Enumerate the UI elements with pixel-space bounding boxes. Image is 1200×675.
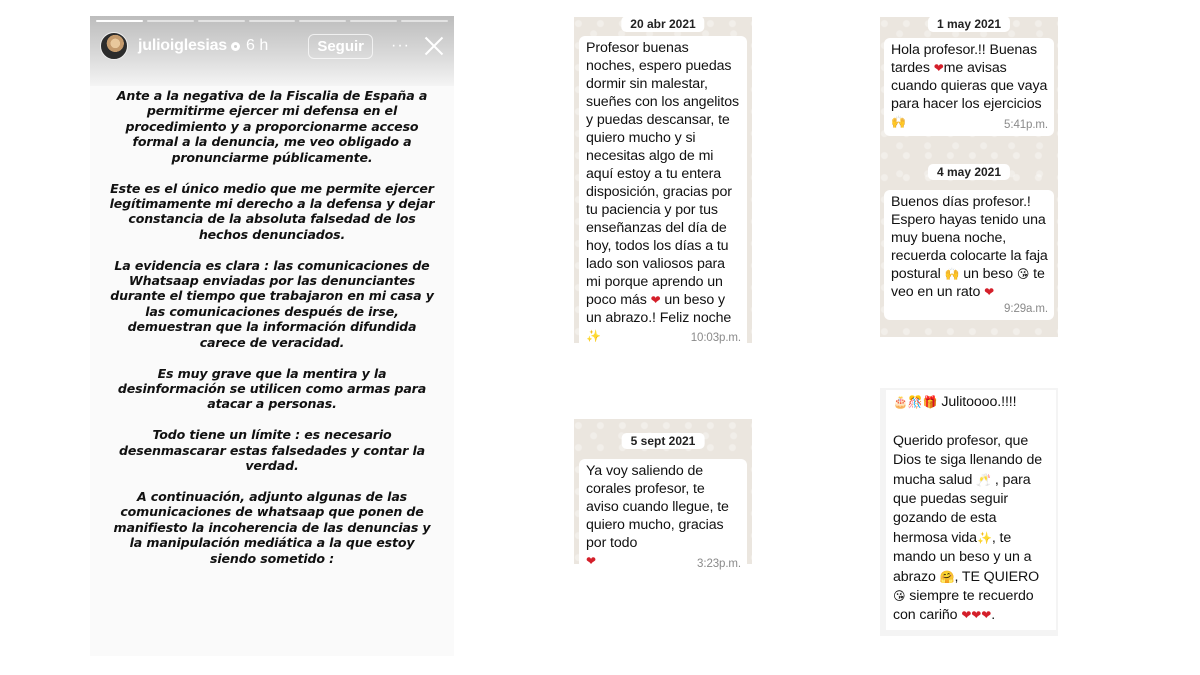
follow-button[interactable]: Seguir (308, 34, 373, 59)
statement-paragraph: Todo tiene un límite : es necesario desenmascarar estas falsedades y contar la verdad. (119, 427, 425, 474)
message-text: . (991, 607, 996, 624)
whatsapp-screenshot-4 (880, 388, 1058, 636)
date-chip: 20 abr 2021 (621, 16, 704, 32)
message-text: Hola profesor.!! Buenas tardes (891, 42, 1037, 76)
progress-segment (350, 20, 397, 22)
message-text: Buenos días profesor.! Espero hayas tenido una muy buena noche, recuerda colocarte la faja postural (891, 194, 1048, 282)
raised-hands-emoji-icon: 🙌 (944, 267, 960, 281)
message-text: Julitoooo.!!!! (937, 394, 1017, 410)
message-text: me avisas cuando quieras que vaya para hacer los ejercicios (891, 60, 1048, 112)
message-text: , para que puedas seguir gozando de esta hermosa vida (893, 471, 1031, 546)
message-text: siempre te recuerdo con cariño (893, 588, 1034, 624)
message-text: , te mando un beso y un a abrazo (893, 529, 1032, 585)
heart-emoji-icon: ❤ (933, 61, 944, 75)
avatar[interactable] (100, 32, 128, 60)
hearts-emoji-icon: ❤❤❤ (961, 608, 992, 623)
progress-segment (147, 20, 194, 22)
message-text: Querido profesor, que Dios te siga llenando de mucha salud (893, 432, 1043, 488)
heart-emoji-icon: ❤ (650, 293, 661, 307)
kiss-face-emoji-icon: 😘 (1016, 267, 1030, 281)
verified-badge-icon (231, 42, 240, 51)
story-statement-text (108, 88, 436, 582)
statement-paragraph: A continuación, adjunto algunas de las comunicaciones de whatsaap que ponen de manifiesto la incoherencia de las denuncias y la manipulación mediática a la que estoy siendo sometido : (113, 489, 431, 566)
message-bubble (884, 38, 1054, 136)
whatsapp-screenshot-2 (880, 17, 1058, 337)
progress-segment (401, 20, 448, 22)
date-chip: 1 may 2021 (928, 16, 1010, 32)
progress-segment (299, 20, 346, 22)
story-header-gradient (90, 16, 454, 86)
sparkles-emoji-icon: ✨ (586, 329, 601, 343)
date-chip: 5 sept 2021 (622, 433, 705, 449)
message-bubble (579, 459, 747, 575)
statement-paragraph: Es muy grave que la mentira y la desinformación se utilicen como armas para atacar a personas. (117, 365, 427, 412)
date-chip: 4 may 2021 (928, 164, 1010, 180)
more-options-icon[interactable]: ··· (391, 37, 410, 54)
message-timestamp: 3:23p.m. (697, 558, 741, 570)
whatsapp-screenshot-3 (574, 419, 752, 570)
story-header (100, 30, 444, 62)
sparkles-emoji-icon: ✨ (976, 530, 992, 545)
statement-paragraph: Ante a la negativa de la Fiscalia de España a permitirme ejercer mi defensa en el procedimiento y a proporcionarme acceso formal a la denuncia, me veo obligado a pronunciarme públicamente. (116, 88, 428, 165)
message-bubble (884, 190, 1054, 320)
username-link[interactable]: julioiglesias (138, 37, 227, 54)
message-text: Profesor buenas noches, espero puedas dormir sin malestar, sueñes con los angelitos y puedas descansar, te quiero mucho y si necesitas algo de mi aquí estoy a tu entera disposición, gracias por tu paciencia y por tus enseñanzas del día de hoy, todos los días a tu lado son valiosos para mi porque aprendo un poco más (586, 40, 739, 308)
message-timestamp: 10:03p.m. (690, 332, 741, 344)
story-time-ago: 6 h (246, 37, 269, 54)
progress-segment (249, 20, 296, 22)
message-text: un beso (959, 266, 1017, 282)
message-text: , TE QUIERO (954, 568, 1040, 585)
message-text: te veo en un rato (891, 266, 1045, 300)
progress-segment (96, 20, 143, 22)
progress-segment (198, 20, 245, 22)
party-emojis-icon: 🎂🎊🎁 (893, 395, 938, 409)
message-bubble (886, 390, 1056, 630)
statement-paragraph: La evidencia es clara : las comunicaciones de Whatsaap enviadas por las denunciantes durante el tiempo que trabajaron en mi casa y las comunicaciones después de irse, demuestran que la información difundida carece de veracidad. (110, 257, 434, 350)
heart-emoji-icon: ❤ (984, 285, 995, 299)
heart-emoji-icon: ❤ (586, 554, 596, 568)
close-icon[interactable] (424, 36, 444, 56)
message-bubble (579, 36, 747, 349)
champagne-emoji-icon: 🥂 (976, 472, 992, 487)
message-text: un beso y un abrazo.! Feliz noche (586, 292, 732, 326)
raised-hands-emoji-icon: 🙌 (891, 115, 906, 129)
message-text: Ya voy saliendo de corales profesor, te aviso cuando llegue, te quiero mucho, gracias por todo (586, 463, 729, 551)
whatsapp-screenshot-1 (574, 17, 752, 343)
instagram-story (90, 16, 454, 656)
statement-paragraph: Este es el único medio que me permite ejercer legítimamente mi derecho a la defensa y dejar constancia de la absoluta falsedad de los hechos denunciados. (109, 180, 435, 242)
message-timestamp: 5:41p.m. (1004, 119, 1048, 131)
kiss-face-emoji-icon: 😘 (893, 589, 906, 604)
story-progress-bar (96, 20, 448, 22)
hugging-face-emoji-icon: 🤗 (939, 569, 955, 584)
message-timestamp: 9:29a.m. (1004, 303, 1048, 315)
